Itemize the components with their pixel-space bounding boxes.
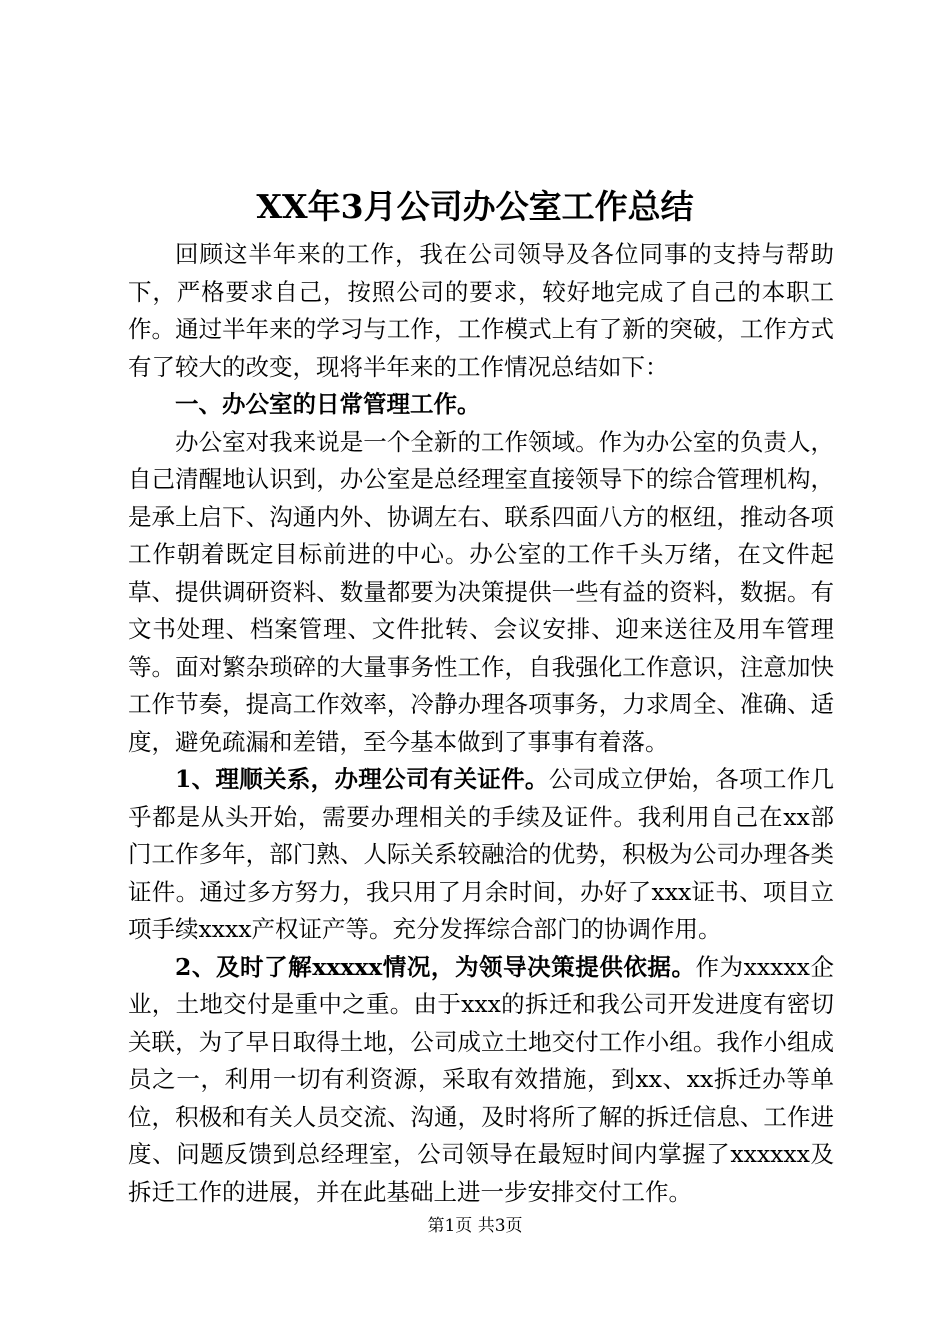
section-heading: 一、办公室的日常管理工作。 (175, 390, 481, 418)
document-title: XX年3月公司办公室工作总结 (256, 187, 694, 226)
item-paragraph-2 (128, 949, 834, 1212)
section-paragraph: 办公室对我来说是一个全新的工作领域。作为办公室的负责人，自己清醒地认识到，办公室是总经理室直接领导下的综合管理机构，是承上启下、沟通内外、协调左右、联系四面八方的枢纽，推动各项工作朝着既定目标前进的中心。办公室的工作千头万绪，在文件起草、提供调研资料、数量都要为决策提供一些有益的资料，数据。有文书处理、档案管理、文件批转、会议安排、迎来送往及用车管理等。面对繁杂琐碎的大量事务性工作，自我强化工作意识，注意加快工作节奏，提高工作效率，冷静办理各项事务，力求周全、准确、适度，避免疏漏和差错，至今基本做到了事事有着落。 (128, 427, 834, 756)
item-lead-1: 1、理顺关系，办理公司有关证件。 (175, 765, 549, 793)
page-footer: 第1页 共3页 (427, 1216, 523, 1236)
item-paragraph-1 (128, 761, 834, 949)
item-body-2: 作为xxxxx企业，土地交付是重中之重。由于xxx的拆迁和我公司开发进度有密切关联，为了早日取得土地，公司成立土地交付工作小组。我作小组成员之一，利用一切有利资源，采取有效措施，到xx、xx拆迁办等单位，积极和有关人员交流、沟通，及时将所了解的拆迁信息、工作进度、问题反馈到总经理室，公司领导在最短时间内掌握了xxxxxx及拆迁工作的进展，并在此基础上进一步安排交付工作。 (128, 952, 834, 1206)
item-lead-2: 2、及时了解xxxxx情况，为领导决策提供依据。 (175, 952, 696, 981)
intro-paragraph: 回顾这半年来的工作，我在公司领导及各位同事的支持与帮助下，严格要求自己，按照公司的要求，较好地完成了自己的本职工作。通过半年来的学习与工作，工作模式上有了新的突破，工作方式有了较大的改变，现将半年来的工作情况总结如下： (128, 240, 834, 381)
document-body (128, 236, 834, 1211)
item-body-1: 公司成立伊始，各项工作几乎都是从头开始，需要办理相关的手续及证件。我利用自己在xx部门工作多年，部门熟、人际关系较融洽的优势，积极为公司办理各类证件。通过多方努力，我只用了月余时间，办好了xxx证书、项目立项手续xxxx产权证产等。充分发挥综合部门的协调作用。 (128, 765, 835, 943)
